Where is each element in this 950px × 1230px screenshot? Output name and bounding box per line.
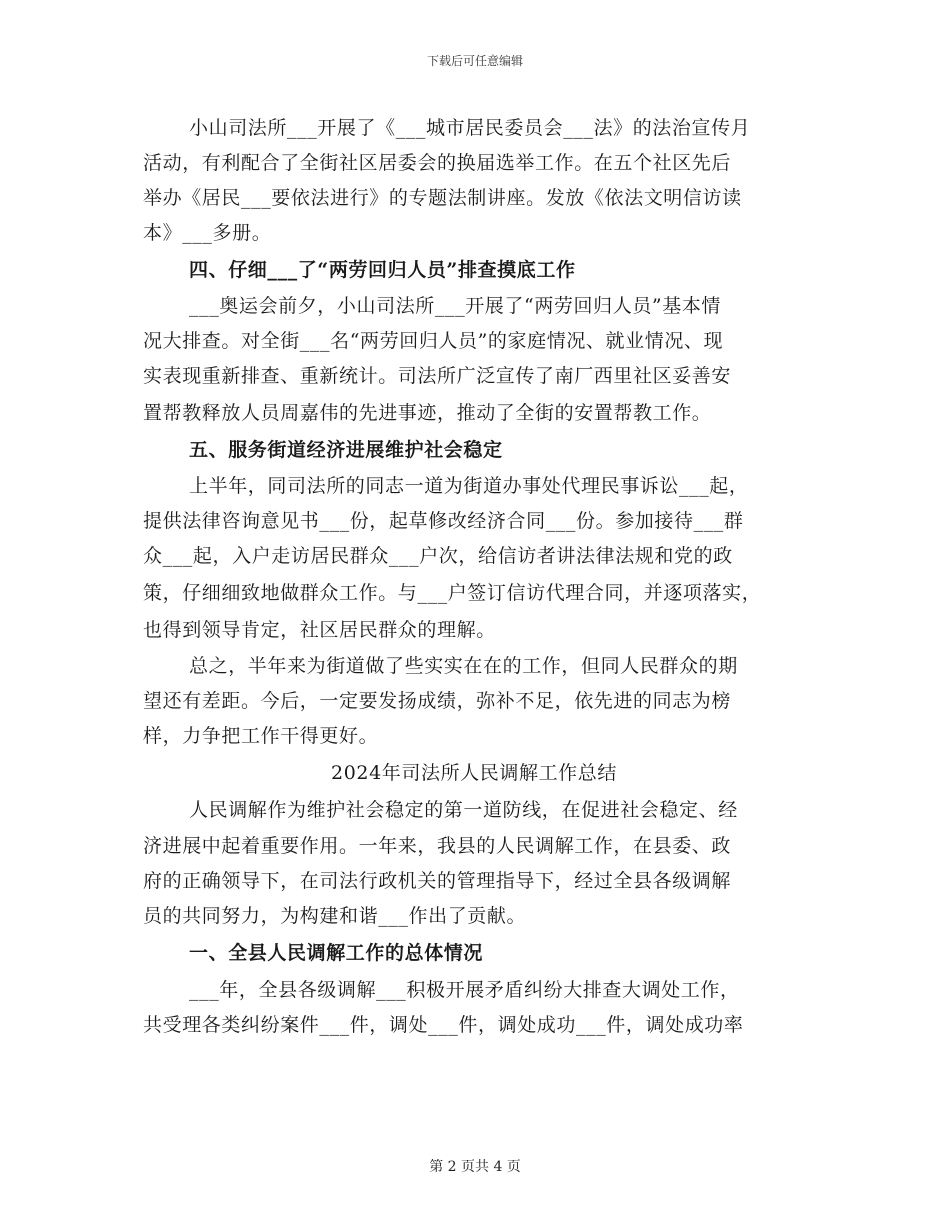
paragraph-line: 员的共同努力，为构建和谐___作出了贡献。 (143, 905, 527, 927)
paragraph-line: 置帮教释放人员周嘉伟的先进事迹，推动了全街的安置帮教工作。 (143, 402, 712, 424)
paragraph-line: 实表现重新排查、重新统计。司法所广泛宣传了南厂西里社区妥善安 (143, 365, 732, 387)
section-heading: 四、仔细___了“两劳回归人员”排查摸底工作 (189, 259, 576, 281)
paragraph-line: 上半年，同司法所的同志一道为街道办事处代理民事诉讼___起， (189, 475, 749, 497)
paragraph-line: 也得到领导肯定，社区居民群众的理解。 (143, 619, 496, 641)
paragraph-line: 本》___多册。 (143, 222, 272, 244)
paragraph-line: 济进展中起着重要作用。一年来，我县的人民调解工作，在县委、政 (143, 835, 732, 857)
paragraph-line: 总之，半年来为街道做了些实实在在的工作，但同人民群众的期 (189, 655, 738, 677)
paragraph-line: ___年，全县各级调解___积极开展矛盾纠纷大排查大调处工作， (189, 979, 740, 1001)
paragraph-line: 望还有差距。今后，一定要发扬成绩，弥补不足，依先进的同志为榜 (143, 690, 732, 712)
document-title: 2024年司法所人民调解工作总结 (331, 762, 617, 784)
section-heading: 五、服务街道经济进展维护社会稳定 (189, 439, 503, 461)
paragraph-line: ___奥运会前夕，小山司法所___开展了“两劳回归人员”基本情 (189, 295, 722, 317)
paragraph-line: 策，仔细细致地做群众工作。与___户签订信访代理合同，并逐项落实， (143, 582, 762, 604)
paragraph-line: 小山司法所___开展了《___城市居民委员会___法》的法治宣传月 (189, 117, 751, 139)
paragraph-line: 共受理各类纠纷案件___件，调处___件，调处成功___件，调处成功率 (143, 1014, 744, 1036)
paragraph-line: 人民调解作为维护社会稳定的第一道防线，在促进社会稳定、经 (189, 799, 738, 821)
paragraph-line: 举办《居民___要依法进行》的专题法制讲座。发放《依法文明信访读 (143, 187, 742, 209)
paragraph-line: 府的正确领导下，在司法行政机关的管理指导下，经过全县各级调解 (143, 870, 732, 892)
page-number: 第 2 页共 4 页 (429, 1159, 521, 1175)
section-heading: 一、全县人民调解工作的总体情况 (189, 942, 484, 964)
header-note: 下载后可任意编辑 (426, 54, 523, 68)
paragraph-line: 提供法律咨询意见书___份，起草修改经济合同___份。参加接待___群 (143, 510, 744, 532)
paragraph-line: 活动，有利配合了全街社区居委会的换届选举工作。在五个社区先后 (143, 152, 732, 174)
paragraph-line: 众___起，入户走访居民群众___户次，给信访者讲法律法规和党的政 (143, 545, 733, 567)
paragraph-line: 况大排查。对全街___名“两劳回归人员”的家庭情况、就业情况、现 (143, 330, 724, 352)
paragraph-line: 样，力争把工作干得更好。 (143, 725, 379, 747)
